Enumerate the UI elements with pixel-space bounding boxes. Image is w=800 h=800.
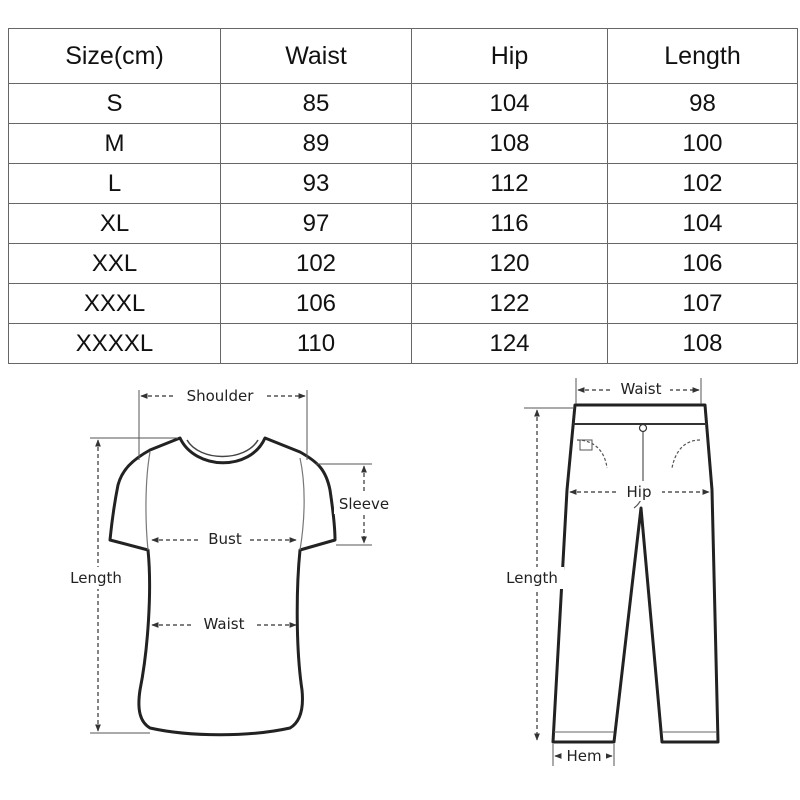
waist-cell: 97 (221, 204, 412, 244)
pants-diagram (500, 378, 718, 766)
hem-label: Hem (566, 747, 602, 765)
tshirt-collar (187, 440, 258, 457)
column-header-waist: Waist (221, 29, 412, 84)
size-cell: S (9, 84, 221, 124)
shirt-length-label: Length (70, 569, 122, 587)
waist-cell: 106 (221, 284, 412, 324)
pants-waist-label: Waist (620, 380, 662, 398)
hip-cell: 112 (412, 164, 608, 204)
length-cell: 98 (608, 84, 798, 124)
waist-cell: 89 (221, 124, 412, 164)
hip-cell: 122 (412, 284, 608, 324)
hip-cell: 108 (412, 124, 608, 164)
column-header-size: Size(cm) (9, 29, 221, 84)
length-cell: 107 (608, 284, 798, 324)
length-cell: 100 (608, 124, 798, 164)
pants-length-label: Length (506, 569, 558, 587)
column-header-length: Length (608, 29, 798, 84)
size-cell: M (9, 124, 221, 164)
size-cell: XXXL (9, 284, 221, 324)
hip-cell: 120 (412, 244, 608, 284)
size-cell: XL (9, 204, 221, 244)
waist-cell: 85 (221, 84, 412, 124)
size-cell: L (9, 164, 221, 204)
waist-cell: 93 (221, 164, 412, 204)
pants-outline (553, 405, 718, 742)
hip-cell: 116 (412, 204, 608, 244)
waist-cell: 102 (221, 244, 412, 284)
size-cell: XXXXL (9, 324, 221, 364)
shoulder-label: Shoulder (186, 387, 254, 405)
waist-cell: 110 (221, 324, 412, 364)
length-cell: 102 (608, 164, 798, 204)
hip-cell: 104 (412, 84, 608, 124)
length-cell: 108 (608, 324, 798, 364)
tshirt-outline (110, 438, 335, 735)
tshirt-diagram (64, 385, 394, 735)
shirt-waist-label: Waist (203, 615, 245, 633)
length-cell: 106 (608, 244, 798, 284)
hip-cell: 124 (412, 324, 608, 364)
sleeve-label: Sleeve (338, 495, 390, 513)
length-cell: 104 (608, 204, 798, 244)
bust-label: Bust (208, 530, 242, 548)
hip-label: Hip (626, 483, 652, 501)
size-cell: XXL (9, 244, 221, 284)
column-header-hip: Hip (412, 29, 608, 84)
